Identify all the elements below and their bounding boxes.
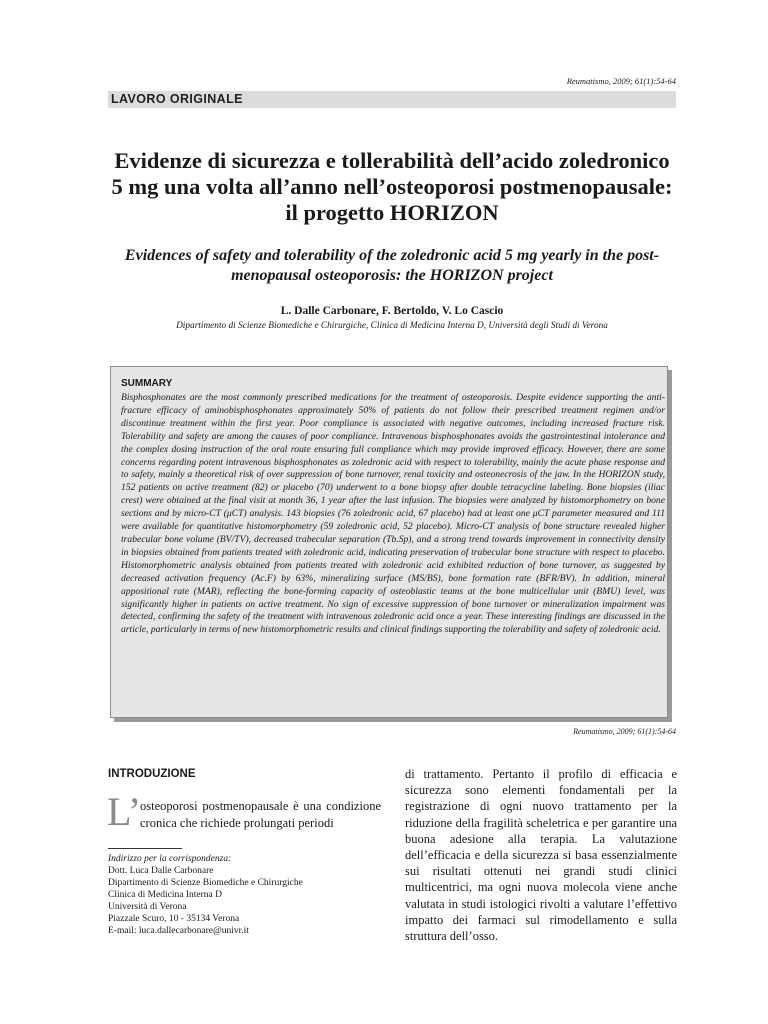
section-bar — [108, 91, 676, 108]
correspondence-line: Clinica di Medicina Interna D — [108, 890, 222, 900]
correspondence-line: Università di Verona — [108, 902, 187, 912]
correspondence-email: E-mail: luca.dallecarbonare@univr.it — [108, 926, 249, 936]
introduction-heading: INTRODUZIONE — [108, 768, 196, 780]
footnote-divider — [108, 848, 182, 849]
summary-box — [110, 366, 668, 718]
summary-heading: SUMMARY — [121, 378, 173, 389]
article-title-italian: Evidenze di sicurezza e tollerabilità dell’acido zoledronico 5 mg una volta all’anno nell’osteoporosi postmenopausale: il progetto HORIZON — [111, 148, 673, 225]
affiliation: Dipartimento di Scienze Biomediche e Chirurgiche, Clinica di Medicina Interna D, Università degli Studi di Verona — [176, 321, 608, 331]
section-label: LAVORO ORIGINALE — [111, 92, 243, 106]
drop-cap: L’ — [107, 789, 142, 834]
correspondence-line: Dipartimento di Scienze Biomediche e Chirurgiche — [108, 878, 303, 888]
correspondence-line: Dott. Luca Dalle Carbonare — [108, 866, 214, 876]
authors: L. Dalle Carbonare, F. Bertoldo, V. Lo Cascio — [280, 305, 504, 317]
introduction-left-text: osteoporosi postmenopausale è una condizione cronica che richiede prolungati periodi — [140, 799, 381, 830]
correspondence-footnote — [108, 853, 368, 937]
correspondence-line: Piazzale Scuro, 10 - 35134 Verona — [108, 914, 240, 924]
summary-text: Bisphosphonates are the most commonly prescribed medications for the treatment of osteoporosis. Despite evidence supporting the anti-fracture efficacy of aminobisphosphonates approximately 50% of patients do not follow their prescribed treatment regimen and/or discontinue treatment within the first year. Poor compliance is associated with negative outcomes, including increased fracture risk. Tolerability and safety are among the causes of poor compliance. Intravenous bisphosphonates avoids the gastrointestinal intolerance and the complex dosing instruction of the oral route ensuring full compliance which may provide improved efficacy. However, there are some concerns regarding potent intravenous bisphosphonates as zoledronic acid with respect to tolerability, mainly the acute phase response and to safety, mainly a theoretical risk of over suppression of bone turnover, renal toxicity and osteonecrosis of the jaw. In the HORIZON study, 152 patients on active treatment (82) or placebo (70) underwent to a bone biopsy after double tetracycline labeling. Bone biopsies (iliac crest) were obtained at the final visit at month 36, 1 year after the last infusion. The biopsies were analyzed by histomorphometry on bone sections and by micro-CT (μCT) analysis. 143 biopsies (76 zoledronic acid, 67 placebo) had at least one μCT parameter measured and 111 were available for quantitative histomorphometry (59 zoledronic acid, 52 placebo). Micro-CT analysis of bone structure revealed higher trabecular bone volume (BV/TV), decreased trabecular separation (Tb.Sp), and a strong trend towards improvement in connectivity density in biopsies obtained from patients treated with zoledronic acid, indicating preservation of trabecular bone structure with respect to placebo. Histomorphometric analysis obtained from patients treated with zoledronic acid exhibited reduction of bone turnover, as suggested by decreased activation frequency (Ac.F) by 63%, mineralizing surface (MS/BS), bone formation rate (BFR/BV). In addition, mineral appositional rate (MAR), reflecting the bone-forming capacity of osteoblastic teams at the bone multicellular unit (BMU) level, was significantly higher in patients on active treatment. No sign of excessive suppression of bone turnover or mineralization impairment was detected, confirming the safety of the treatment with intravenous zoledronic acid once a year. These interesting findings are discussed in the article, particularly in terms of new histomorphometric results and clinical findings supporting the tolerability and safety of zoledronic acid. — [121, 392, 665, 636]
correspondence-label: Indirizzo per la corrispondenza: — [108, 854, 232, 864]
article-title-english: Evidences of safety and tolerability of the zoledronic acid 5 mg yearly in the post-menopausal osteoporosis: the HORIZON project — [124, 247, 660, 284]
journal-citation-header: Reumatismo, 2009; 61(1):54-64 — [566, 76, 676, 86]
summary-citation: Reumatismo, 2009; 61(1):54-64 — [573, 727, 676, 736]
introduction-right-text: di trattamento. Pertanto il profilo di efficacia e sicurezza sono elementi fondamentali per la registrazione di ogni nuovo trattamento per la riduzione della fragilità scheletrica e per garantire una buona adesione alla terapia. La valutazione dell’efficacia e della sicurezza si basa essenzialmente sui risultati ottenuti nei grandi studi clinici multicentrici, ma ogni nuova molecola viene anche valutata in studi istologici rivolti a valutare l’effettivo impatto dei farmaci sul rimodellamento e sulla struttura dell’osso. — [405, 767, 677, 944]
